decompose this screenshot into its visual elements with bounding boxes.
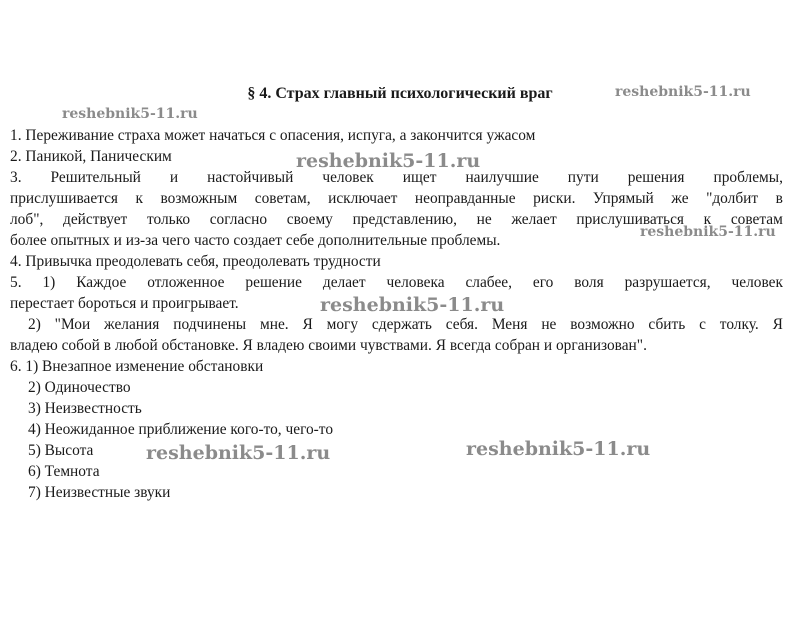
section-title: § 4. Страх главный психологический враг — [247, 85, 553, 102]
watermark-center: reshebnik5-11.ru — [320, 294, 505, 316]
watermark-upper-center: reshebnik5-11.ru — [296, 150, 481, 172]
answer-5-line-4: владею собой в любой обстановке. Я владею своими чувствами. Я всегда собран и организован". — [10, 337, 647, 354]
answer-6-item-2: 2) Одиночество — [28, 379, 131, 396]
answer-3-line-3: лоб", действует только согласно своему представлению, не желает прислушиваться к советам — [10, 211, 783, 228]
answer-4: 4. Привычка преодолевать себя, преодолевать трудности — [10, 253, 381, 270]
answer-6-item-3: 3) Неизвестность — [28, 400, 142, 417]
answer-3-line-1: 3. Решительный и настойчивый человек ищет наилучшие пути решения проблемы, — [10, 169, 783, 186]
answer-6-item-5: 5) Высота — [28, 442, 94, 459]
watermark-top-right: reshebnik5-11.ru — [615, 84, 751, 100]
answer-5-line-1: 5. 1) Каждое отложенное решение делает человека слабее, его воля разрушается, человек — [10, 274, 783, 291]
answer-3-line-4: более опытных и из-за чего часто создает себе дополнительные проблемы. — [10, 232, 501, 249]
answer-6-item-1: 6. 1) Внезапное изменение обстановки — [10, 358, 264, 375]
watermark-bottom-right: reshebnik5-11.ru — [466, 438, 651, 460]
answer-6-item-7: 7) Неизвестные звуки — [28, 484, 171, 501]
answer-5-line-2: перестает бороться и проигрывает. — [10, 295, 239, 312]
watermark-mid-right: reshebnik5-11.ru — [640, 224, 776, 240]
answer-5-line-3: 2) "Мои желания подчинены мне. Я могу сдержать себя. Меня не возможно сбить с толку. Я — [28, 316, 783, 333]
answer-3-line-2: прислушивается к возможным советам, исключает неоправданные риски. Упрямый же "долбит в — [10, 190, 783, 207]
watermark-top-left: reshebnik5-11.ru — [62, 106, 198, 122]
watermark-bottom-left: reshebnik5-11.ru — [146, 442, 331, 464]
answer-2: 2. Паникой, Паническим — [10, 148, 172, 165]
answer-6-item-6: 6) Темнота — [28, 463, 100, 480]
answer-6-item-4: 4) Неожиданное приближение кого-то, чего-то — [28, 421, 334, 438]
answer-1: 1. Переживание страха может начаться с опасения, испуга, а закончится ужасом — [10, 127, 536, 144]
